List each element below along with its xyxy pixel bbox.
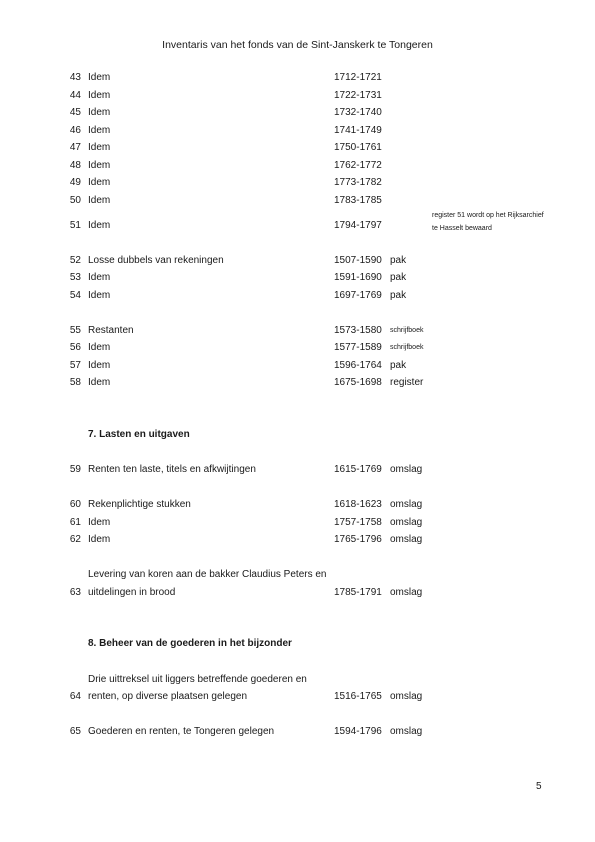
item-type: omslag bbox=[390, 691, 423, 702]
item-number: 53 bbox=[69, 272, 81, 283]
table-row bbox=[0, 532, 595, 548]
item-number: 60 bbox=[69, 499, 81, 510]
item-date-range: 1594-1796 bbox=[334, 726, 382, 737]
table-row bbox=[0, 323, 595, 339]
table-row bbox=[0, 175, 595, 191]
item-description: Idem bbox=[88, 377, 111, 388]
item-number: 47 bbox=[69, 142, 81, 153]
item-number: 64 bbox=[69, 691, 81, 702]
table-row bbox=[0, 689, 595, 705]
item-description-line2: renten, op diverse plaatsen gelegen bbox=[88, 691, 248, 702]
item-number: 62 bbox=[69, 534, 81, 545]
item-date-range: 1675-1698 bbox=[334, 377, 382, 388]
item-date-range: 1615-1769 bbox=[334, 464, 382, 475]
item-description: Idem bbox=[88, 290, 111, 301]
item-type: schrijfboek bbox=[390, 327, 424, 334]
item-description: Restanten bbox=[88, 325, 134, 336]
item-type: omslag bbox=[390, 499, 423, 510]
table-row bbox=[0, 462, 595, 478]
item-date-range: 1712-1721 bbox=[334, 72, 382, 83]
item-date-range: 1507-1590 bbox=[334, 255, 382, 266]
item-type: omslag bbox=[390, 464, 423, 475]
item-description: Idem bbox=[88, 360, 111, 371]
table-row bbox=[0, 515, 595, 531]
item-number: 55 bbox=[69, 325, 81, 336]
item-type: pak bbox=[390, 272, 407, 283]
item-description: Idem bbox=[88, 142, 111, 153]
item-description: Idem bbox=[88, 220, 111, 231]
item-date-range: 1577-1589 bbox=[334, 342, 382, 353]
item-type: omslag bbox=[390, 587, 423, 598]
table-row bbox=[0, 105, 595, 121]
item-description-line1: Levering van koren aan de bakker Claudius Peters en bbox=[88, 569, 327, 580]
item-number: 43 bbox=[69, 72, 81, 83]
item-description: Idem bbox=[88, 342, 111, 353]
item-number: 52 bbox=[69, 255, 81, 266]
item-date-range: 1757-1758 bbox=[334, 517, 382, 528]
table-row bbox=[0, 585, 595, 601]
item-date-range: 1516-1765 bbox=[334, 691, 382, 702]
item-number: 59 bbox=[69, 464, 81, 475]
page-header: Inventaris van het fonds van de Sint-Janskerk te Tongeren bbox=[162, 39, 433, 51]
item-description: Idem bbox=[88, 125, 111, 136]
item-type: pak bbox=[390, 290, 407, 301]
item-number: 56 bbox=[69, 342, 81, 353]
item-type: omslag bbox=[390, 726, 423, 737]
table-row bbox=[0, 672, 595, 688]
item-date-range: 1765-1796 bbox=[334, 534, 382, 545]
item-description: Idem bbox=[88, 272, 111, 283]
item-type: register bbox=[390, 377, 424, 388]
item-date-range: 1732-1740 bbox=[334, 107, 382, 118]
item-description: Idem bbox=[88, 90, 111, 101]
item-date-range: 1785-1791 bbox=[334, 587, 382, 598]
item-date-range: 1773-1782 bbox=[334, 177, 382, 188]
table-row bbox=[0, 358, 595, 374]
item-description: Idem bbox=[88, 72, 111, 83]
table-row bbox=[0, 123, 595, 139]
item-description: Idem bbox=[88, 195, 111, 206]
item-type: pak bbox=[390, 255, 407, 266]
item-type: omslag bbox=[390, 517, 423, 528]
item-date-range: 1794-1797 bbox=[334, 220, 382, 231]
item-number: 63 bbox=[69, 587, 81, 598]
archive-note-line: register 51 wordt op het Rijksarchief bbox=[432, 212, 544, 219]
item-type: omslag bbox=[390, 534, 423, 545]
table-row bbox=[0, 270, 595, 286]
table-row bbox=[0, 158, 595, 174]
item-number: 45 bbox=[69, 107, 81, 118]
item-description: Idem bbox=[88, 534, 111, 545]
table-row bbox=[0, 70, 595, 86]
item-description: Idem bbox=[88, 177, 111, 188]
item-description: Idem bbox=[88, 107, 111, 118]
item-description: Idem bbox=[88, 160, 111, 171]
archive-note-line: te Hasselt bewaard bbox=[432, 225, 492, 232]
table-row bbox=[0, 88, 595, 104]
table-row bbox=[0, 497, 595, 513]
item-number: 44 bbox=[69, 90, 81, 101]
item-number: 49 bbox=[69, 177, 81, 188]
section-heading: 7. Lasten en uitgaven bbox=[88, 429, 190, 440]
item-description: Idem bbox=[88, 517, 111, 528]
item-description-line1: Drie uittreksel uit liggers betreffende goederen en bbox=[88, 674, 307, 685]
item-date-range: 1573-1580 bbox=[334, 325, 382, 336]
table-row bbox=[0, 288, 595, 304]
table-row bbox=[0, 253, 595, 269]
table-row bbox=[0, 140, 595, 156]
item-type: schrijfboek bbox=[390, 344, 424, 351]
item-date-range: 1591-1690 bbox=[334, 272, 382, 283]
item-number: 65 bbox=[69, 726, 81, 737]
item-number: 61 bbox=[69, 517, 81, 528]
item-type: pak bbox=[390, 360, 407, 371]
item-date-range: 1762-1772 bbox=[334, 160, 382, 171]
item-date-range: 1741-1749 bbox=[334, 125, 382, 136]
item-number: 57 bbox=[69, 360, 81, 371]
item-description: Rekenplichtige stukken bbox=[88, 499, 191, 510]
item-description: Renten ten laste, titels en afkwijtingen bbox=[88, 464, 256, 475]
item-number: 48 bbox=[69, 160, 81, 171]
item-description-line2: uitdelingen in brood bbox=[88, 587, 176, 598]
item-date-range: 1783-1785 bbox=[334, 195, 382, 206]
item-date-range: 1750-1761 bbox=[334, 142, 382, 153]
table-row bbox=[0, 567, 595, 583]
section-heading: 8. Beheer van de goederen in het bijzonder bbox=[88, 638, 292, 649]
table-row bbox=[0, 218, 595, 234]
table-row bbox=[0, 340, 595, 356]
item-date-range: 1596-1764 bbox=[334, 360, 382, 371]
item-date-range: 1697-1769 bbox=[334, 290, 382, 301]
table-row bbox=[0, 193, 595, 209]
table-row bbox=[0, 724, 595, 740]
page-number: 5 bbox=[536, 781, 542, 792]
item-description: Goederen en renten, te Tongeren gelegen bbox=[88, 726, 275, 737]
item-number: 54 bbox=[69, 290, 81, 301]
item-date-range: 1722-1731 bbox=[334, 90, 382, 101]
item-number: 46 bbox=[69, 125, 81, 136]
item-number: 51 bbox=[69, 220, 81, 231]
item-number: 58 bbox=[69, 377, 81, 388]
item-description: Losse dubbels van rekeningen bbox=[88, 255, 224, 266]
table-row bbox=[0, 375, 595, 391]
item-date-range: 1618-1623 bbox=[334, 499, 382, 510]
item-number: 50 bbox=[69, 195, 81, 206]
